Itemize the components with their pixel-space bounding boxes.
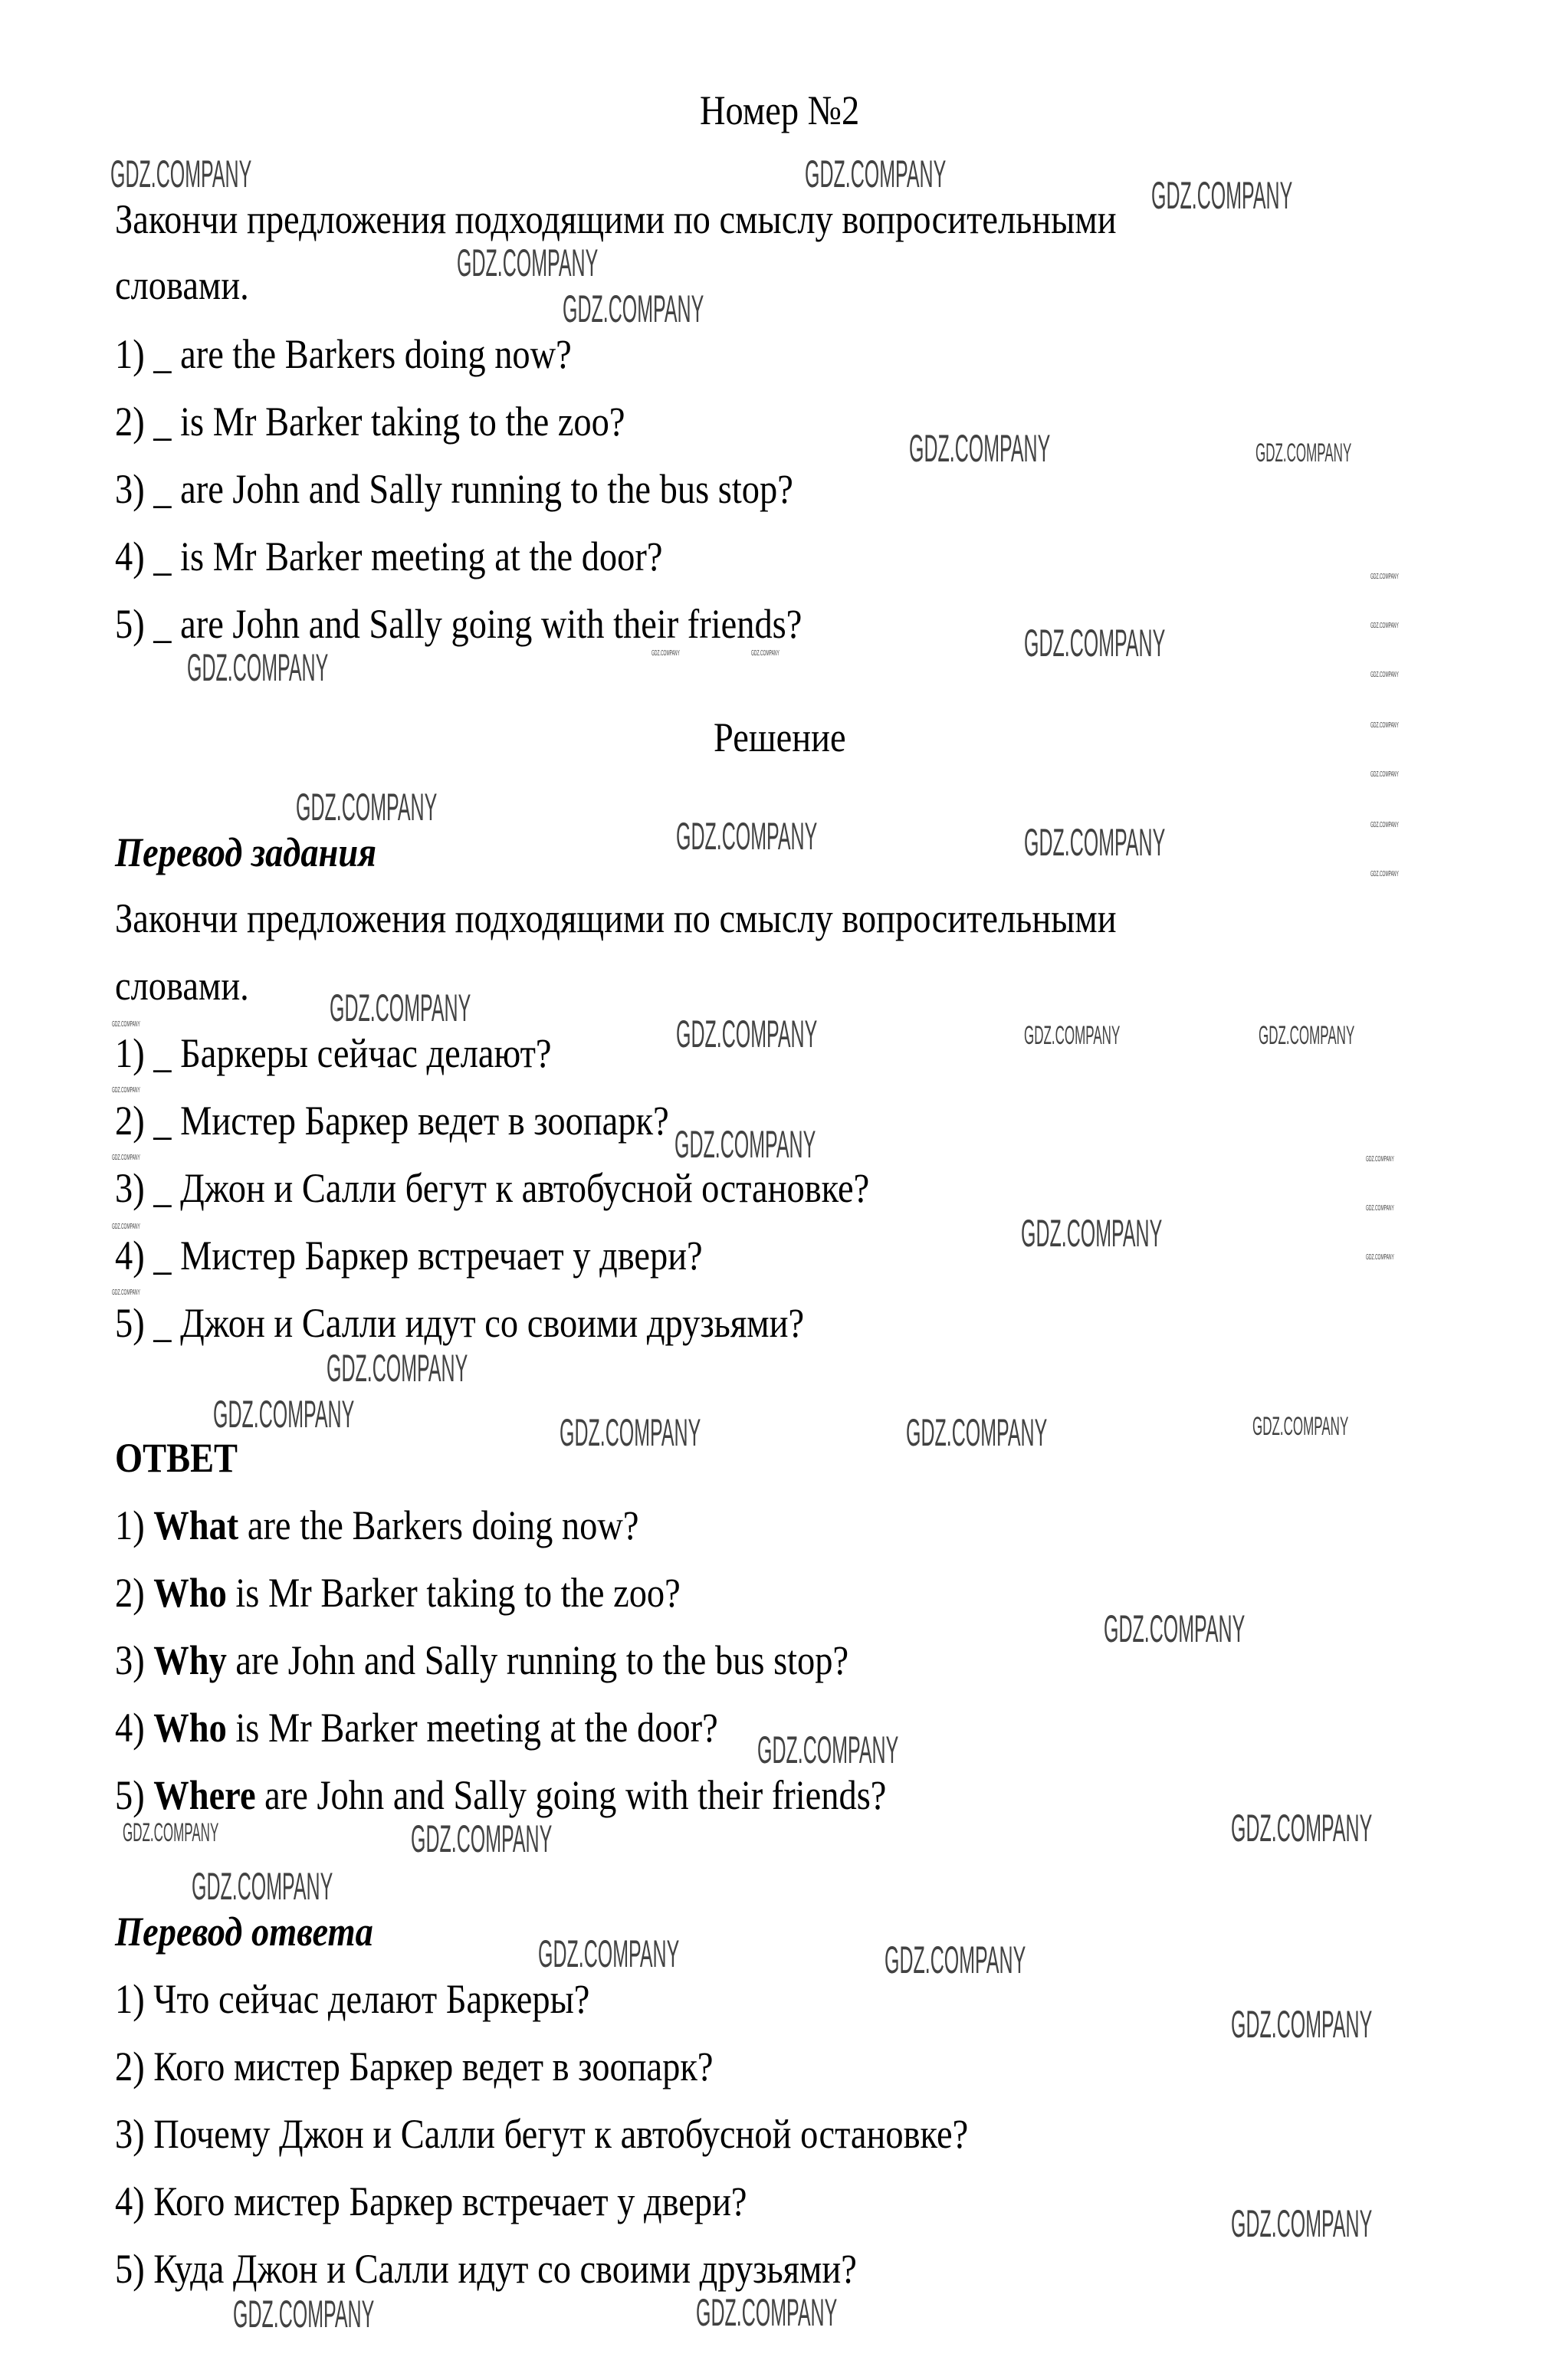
watermark: GDZ.COMPANY (1370, 821, 1399, 829)
watermark: GDZ.COMPANY (457, 241, 599, 284)
answer-word: Why (153, 1637, 227, 1683)
translation-item: 3) _ Джон и Салли бегут к автобусной остановке? (115, 1165, 870, 1211)
watermark: GDZ.COMPANY (676, 815, 818, 858)
task-translation-heading: Перевод задания (115, 829, 377, 875)
watermark: GDZ.COMPANY (757, 1728, 899, 1771)
watermark: GDZ.COMPANY (112, 1288, 140, 1297)
watermark: GDZ.COMPANY (1021, 1212, 1163, 1255)
watermark: GDZ.COMPANY (233, 2293, 375, 2336)
answer-heading: ОТВЕТ (115, 1435, 238, 1481)
watermark: GDZ.COMPANY (1104, 1607, 1246, 1650)
solution-heading: Решение (713, 714, 846, 760)
translation-instruction-cont: словами. (115, 963, 249, 1009)
translation-item: 4) _ Мистер Баркер встречает у двери? (115, 1233, 703, 1279)
watermark: GDZ.COMPANY (1231, 1807, 1373, 1850)
task-instruction: Закончи предложения подходящими по смыслу вопросительными (115, 196, 1117, 242)
watermark: GDZ.COMPANY (1255, 438, 1352, 468)
watermark: GDZ.COMPANY (112, 1086, 140, 1095)
answer-word: Who (153, 1570, 227, 1616)
watermark: GDZ.COMPANY (1370, 870, 1399, 878)
translation-item: 1) _ Баркеры сейчас делают? (115, 1030, 552, 1076)
task-item: 1) _ are the Barkers doing now? (115, 331, 572, 377)
watermark: GDZ.COMPANY (327, 1347, 468, 1390)
answer-item: 4) Who is Mr Barker meeting at the door? (115, 1705, 718, 1751)
watermark: GDZ.COMPANY (1370, 573, 1399, 581)
watermark: GDZ.COMPANY (110, 153, 252, 195)
watermark: GDZ.COMPANY (1370, 622, 1399, 630)
answer-translation-item: 2) Кого мистер Баркер ведет в зоопарк? (115, 2044, 714, 2089)
watermark: GDZ.COMPANY (1370, 721, 1399, 730)
translation-item: 5) _ Джон и Салли идут со своими друзьями? (115, 1300, 805, 1346)
watermark: GDZ.COMPANY (560, 1411, 701, 1454)
watermark: GDZ.COMPANY (751, 649, 780, 658)
watermark: GDZ.COMPANY (112, 1020, 140, 1029)
watermark: GDZ.COMPANY (112, 1154, 140, 1162)
answer-item: 1) What are the Barkers doing now? (115, 1502, 639, 1548)
watermark: GDZ.COMPANY (1151, 174, 1293, 217)
watermark: GDZ.COMPANY (1231, 2003, 1373, 2046)
answer-item: 3) Why are John and Sally running to the bus stop? (115, 1637, 849, 1683)
task-item: 3) _ are John and Sally running to the bus stop? (115, 466, 793, 512)
translation-item: 2) _ Мистер Баркер ведет в зоопарк? (115, 1098, 669, 1144)
answer-translation-item: 1) Что сейчас делают Баркеры? (115, 1976, 590, 2022)
watermark: GDZ.COMPANY (187, 646, 329, 689)
watermark: GDZ.COMPANY (1366, 1253, 1394, 1262)
watermark: GDZ.COMPANY (1024, 622, 1166, 665)
page-title: Номер №2 (699, 87, 860, 133)
watermark: GDZ.COMPANY (676, 1013, 818, 1055)
watermark: GDZ.COMPANY (906, 1411, 1048, 1454)
answer-word: What (153, 1502, 239, 1548)
watermark: GDZ.COMPANY (1024, 1021, 1121, 1050)
watermark: GDZ.COMPANY (651, 649, 680, 658)
watermark: GDZ.COMPANY (885, 1938, 1026, 1981)
watermark: GDZ.COMPANY (296, 786, 438, 829)
answer-translation-item: 3) Почему Джон и Салли бегут к автобусной остановке? (115, 2111, 969, 2157)
watermark: GDZ.COMPANY (411, 1817, 553, 1860)
task-item: 2) _ is Mr Barker taking to the zoo? (115, 399, 625, 445)
task-instruction-cont: словами. (115, 262, 249, 308)
watermark: GDZ.COMPANY (563, 287, 704, 330)
watermark: GDZ.COMPANY (674, 1123, 816, 1166)
watermark: GDZ.COMPANY (805, 153, 947, 195)
watermark: GDZ.COMPANY (112, 1223, 140, 1231)
watermark: GDZ.COMPANY (1366, 1204, 1394, 1213)
watermark: GDZ.COMPANY (909, 427, 1051, 470)
answer-translation-heading: Перевод ответа (115, 1909, 373, 1955)
watermark: GDZ.COMPANY (1370, 770, 1399, 779)
answer-translation-item: 5) Куда Джон и Салли идут со своими друзьями? (115, 2246, 857, 2292)
watermark: GDZ.COMPANY (330, 986, 471, 1029)
translation-instruction: Закончи предложения подходящими по смыслу вопросительными (115, 895, 1117, 941)
answer-item: 2) Who is Mr Barker taking to the zoo? (115, 1570, 681, 1616)
answer-word: Where (153, 1772, 256, 1818)
answer-translation-item: 4) Кого мистер Баркер встречает у двери? (115, 2178, 747, 2224)
task-item: 4) _ is Mr Barker meeting at the door? (115, 533, 663, 579)
watermark: GDZ.COMPANY (696, 2291, 838, 2334)
task-item: 5) _ are John and Sally going with their friends? (115, 601, 802, 647)
watermark: GDZ.COMPANY (538, 1932, 680, 1975)
watermark: GDZ.COMPANY (192, 1865, 333, 1908)
answer-word: Who (153, 1705, 227, 1751)
watermark: GDZ.COMPANY (1366, 1155, 1394, 1164)
watermark: GDZ.COMPANY (1259, 1021, 1355, 1050)
answer-item: 5) Where are John and Sally going with their friends? (115, 1772, 887, 1818)
watermark: GDZ.COMPANY (123, 1818, 219, 1847)
watermark: GDZ.COMPANY (1370, 671, 1399, 679)
watermark: GDZ.COMPANY (1252, 1412, 1349, 1441)
watermark: GDZ.COMPANY (1231, 2202, 1373, 2245)
watermark: GDZ.COMPANY (1024, 821, 1166, 864)
watermark: GDZ.COMPANY (213, 1393, 355, 1436)
